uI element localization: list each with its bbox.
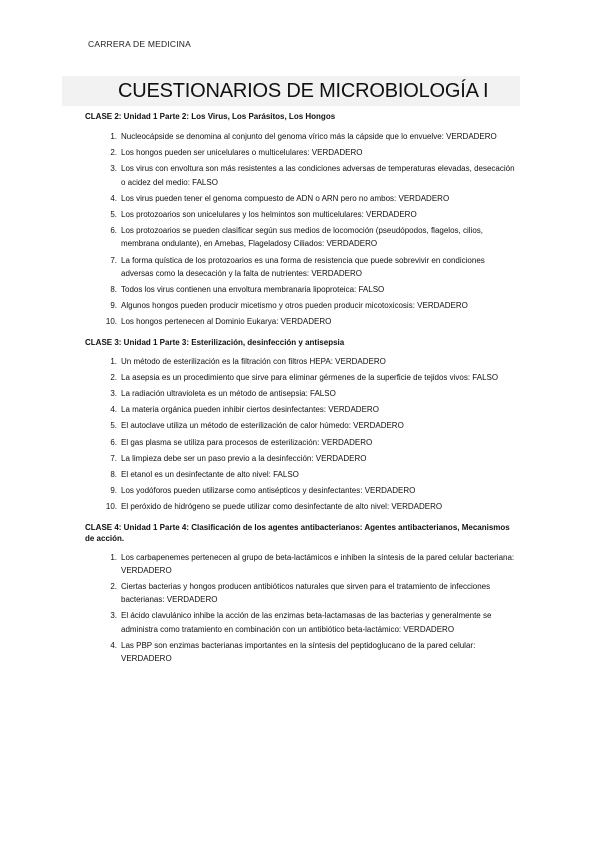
list-item: 10. Los hongos pertenecen al Dominio Eukarya: VERDADERO: [105, 317, 332, 327]
section-title: [85, 111, 515, 122]
list-item: 1. Un método de esterilización es la filtración con filtros HEPA: VERDADERO: [110, 356, 386, 366]
list-item: 5. El autoclave utiliza un método de esterilización de calor húmedo: VERDADERO: [110, 421, 404, 431]
section-title: [85, 337, 515, 348]
list-item: 10. El peróxido de hidrógeno se puede utilizar como desinfectante de alto nivel: VERDADERO: [105, 502, 443, 512]
content: [85, 111, 515, 673]
list-item: 2. Los hongos pueden ser unicelulares o multicelulares: VERDADERO: [110, 148, 363, 158]
section-title: [85, 522, 515, 544]
list-item: 3. Los virus con envoltura son más resistentes a las condiciones adversas de temperaturas elevadas, desecación o acidez del medio: FALSO: [110, 164, 515, 187]
list-item: 9. Los yodóforos pueden utilizarse como antisépticos y desinfectantes: VERDADERO: [110, 486, 416, 496]
list-item: 7. La limpieza debe ser un paso previo a la desinfección: VERDADERO: [110, 453, 367, 463]
section-clase-2: [85, 111, 515, 329]
section-clase-3: [85, 337, 515, 514]
list-item: 4. La materia orgánica pueden inhibir ciertos desinfectantes: VERDADERO: [110, 405, 379, 415]
list-item: 2. Ciertas bacterias y hongos producen antibióticos naturales que sirven para el tratamiento de infecciones bacterianas: VERDADERO: [110, 582, 491, 605]
section-label: CLASE 2: Unidad 1 Parte 2:: [85, 112, 190, 121]
list-item: 5. Los protozoarios son unicelulares y los helmintos son multicelulares: VERDADERO: [110, 210, 417, 220]
question-list: [85, 355, 515, 514]
section-clase-4: [85, 522, 515, 666]
list-item: 6. El gas plasma se utiliza para procesos de esterilización: VERDADERO: [110, 437, 373, 447]
list-item: 4. Las PBP son enzimas bacterianas importantes en la síntesis del peptidoglucano de la pared celular: VERDADERO: [110, 640, 476, 664]
list-item: 6. Los protozoarios se pueden clasificar según sus medios de locomoción (pseudópodos, flagelos, cilios, membrana ondulante), en Amebas, Flageladosy Ciliados: VERDADERO: [110, 226, 483, 249]
list-item: 8. El etanol es un desinfectante de alto nivel: FALSO: [110, 470, 299, 480]
list-item: 8. Todos los virus contienen una envoltura membranaria lipoproteica: FALSO: [110, 285, 385, 295]
list-item: 2. La asepsia es un procedimiento que sirve para eliminar gérmenes de la superficie de tejidos vivos: FALSO: [110, 372, 499, 382]
question-list: [85, 551, 515, 666]
section-topic: Los Virus, Los Parásitos, Los Hongos: [191, 112, 336, 121]
question-list: [85, 130, 515, 329]
page-header: CARRERA DE MEDICINA: [88, 39, 191, 49]
section-label: CLASE 3: Unidad 1 Parte 3:: [85, 337, 190, 347]
document-title: CUESTIONARIOS DE MICROBIOLOGÍA I: [118, 80, 489, 102]
list-item: 1. Nucleocápside se denomina al conjunto del genoma vírico más la cápside que lo envuelve: VERDADERO: [110, 132, 497, 141]
list-item: 3. El ácido clavulánico inhibe la acción de las enzimas beta-lactamasas de las bacterias y generalmente se administra como tratamiento en combinación con un antibiótico beta-lactámico: VERDADERO: [110, 611, 492, 634]
list-item: 7. La forma quística de los protozoarios es una forma de resistencia que puede sobrevivir en condiciones adversas como la desecación y la falta de nutrientes: VERDADERO: [110, 255, 485, 278]
list-item: 4. Los virus pueden tener el genoma compuesto de ADN o ARN pero no ambos: VERDADERO: [110, 193, 450, 203]
section-topic: Esterilización, desinfección y antisepsia: [191, 337, 345, 347]
list-item: 1. Los carbapenemes pertenecen al grupo de beta-lactámicos e inhiben la síntesis de la pared celular bacteriana: VERDADERO: [110, 552, 515, 575]
section-topic: Clasificación de los agentes antibacterianos: Agentes antibacterianos, Mecanismos de acción.: [85, 522, 510, 543]
section-label: CLASE 4: Unidad 1 Parte 4:: [85, 522, 190, 532]
list-item: 9. Algunos hongos pueden producir micetismo y otros pueden producir micotoxicosis: VERDADERO: [110, 301, 468, 311]
list-item: 3. La radiación ultravioleta es un método de antisepsia: FALSO: [110, 389, 336, 399]
